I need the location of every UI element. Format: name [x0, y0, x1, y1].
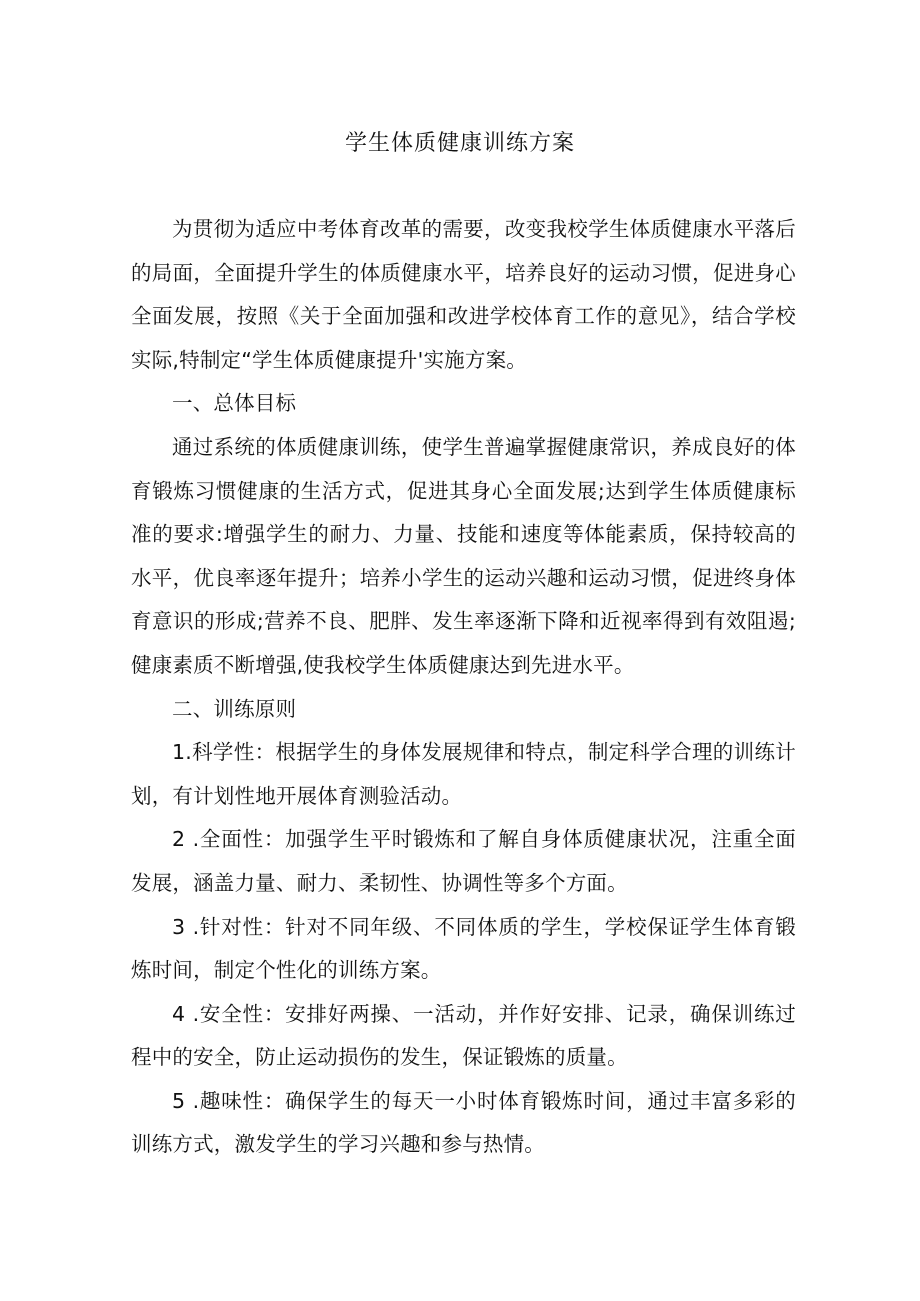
section-heading-goals: 一、总体目标 [172, 391, 297, 416]
intro-paragraph: 为贯彻为适应中考体育改革的需要，改变我校学生体质健康水平落后的局面，全面提升学生的体质健康水平，培养良好的运动习惯，促进身心全面发展，按照《关于全面加强和改进学校体育工作的意见》，结合学校实际,特制定“学生体质健康提升'实施方案。 [131, 217, 796, 372]
principle-item-targeted: 3 .针对性：针对不同年级、不同体质的学生，学校保证学生体育锻炼时间，制定个性化的训练方案。 [131, 914, 796, 983]
principle-item-fun: 5 .趣味性：确保学生的每天一小时体育锻炼时间，通过丰富多彩的训练方式，激发学生的学习兴趣和参与热情。 [131, 1088, 796, 1157]
principle-item-safety: 4 .安全性：安排好两操、一活动，并作好安排、记录，确保训练过程中的安全，防止运动损伤的发生，保证锻炼的质量。 [131, 1001, 796, 1070]
goals-paragraph: 通过系统的体质健康训练，使学生普遍掌握健康常识，养成良好的体育锻炼习惯健康的生活方式，促进其身心全面发展;达到学生体质健康标准的要求:增强学生的耐力、力量、技能和速度等体能素质，保持较高的水平，优良率逐年提升；培养小学生的运动兴趣和运动习惯，促进终身体育意识的形成;营养不良、肥胖、发生率逐渐下降和近视率得到有效阻遏;健康素质不断增强,使我校学生体质健康达到先进水平。 [131, 434, 796, 677]
document-body [131, 208, 796, 1167]
principle-item-comprehensive: 2 .全面性：加强学生平时锻炼和了解自身体质健康状况，注重全面发展，涵盖力量、耐力、柔韧性、协调性等多个方面。 [131, 827, 796, 895]
document-title: 学生体质健康训练方案 [344, 131, 575, 156]
principle-item-scientific: 1.科学性：根据学生的身体发展规律和特点，制定科学合理的训练计划，有计划性地开展体育测验活动。 [131, 740, 796, 808]
section-heading-principles: 二、训练原则 [172, 696, 297, 721]
